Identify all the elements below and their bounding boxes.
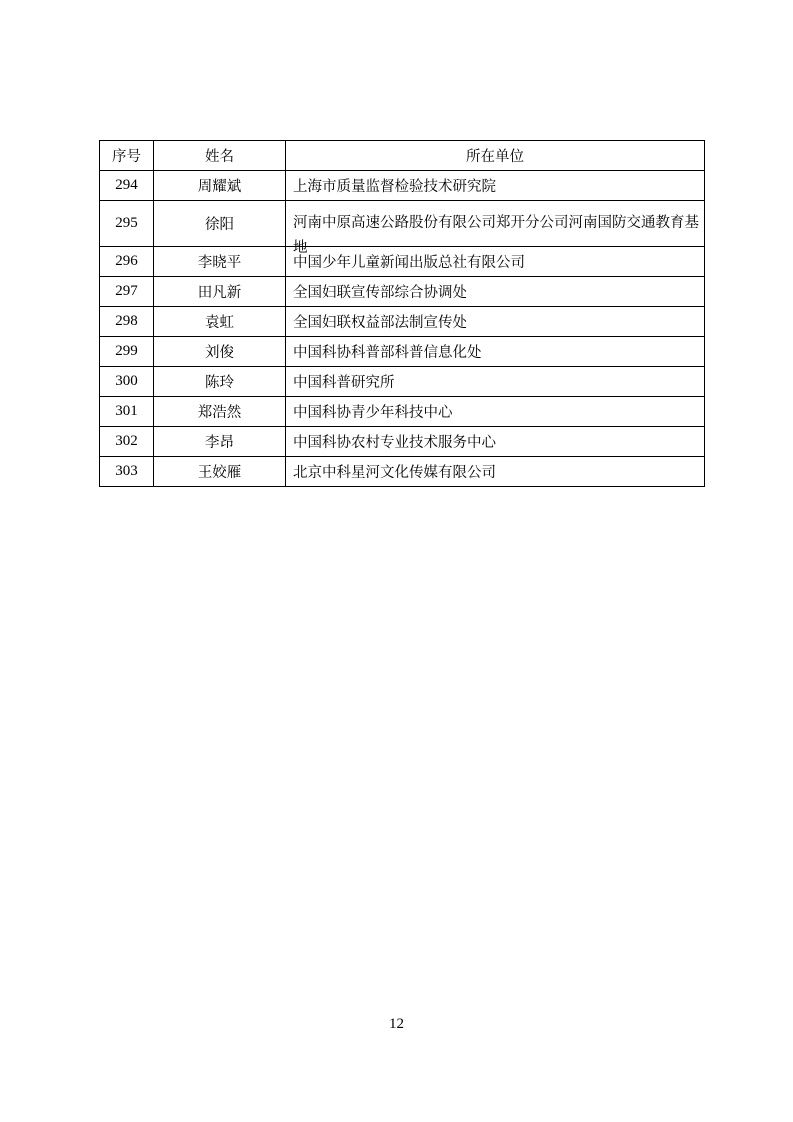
row-index: 302 — [100, 427, 154, 457]
row-unit-text: 河南中原高速公路股份有限公司郑开分公司河南国防交通教育基地 — [293, 214, 699, 256]
row-name: 田凡新 — [154, 277, 286, 307]
table-row — [100, 277, 705, 307]
table-row — [100, 367, 705, 397]
header-name: 姓名 — [154, 141, 286, 171]
row-name: 王姣雁 — [154, 457, 286, 487]
row-unit: 中国科协青少年科技中心 — [286, 397, 705, 427]
header-index: 序号 — [100, 141, 154, 171]
table-row — [100, 201, 705, 247]
row-name: 陈玲 — [154, 367, 286, 397]
row-index: 298 — [100, 307, 154, 337]
table-row — [100, 427, 705, 457]
row-index: 300 — [100, 367, 154, 397]
row-name: 周耀斌 — [154, 171, 286, 201]
table-row — [100, 397, 705, 427]
row-name: 郑浩然 — [154, 397, 286, 427]
row-name: 李晓平 — [154, 247, 286, 277]
row-unit: 全国妇联权益部法制宣传处 — [286, 307, 705, 337]
row-name: 李昂 — [154, 427, 286, 457]
row-unit: 中国科协科普部科普信息化处 — [286, 337, 705, 367]
roster-table — [99, 140, 705, 487]
row-index: 296 — [100, 247, 154, 277]
row-unit — [286, 201, 705, 256]
header-unit: 所在单位 — [286, 141, 705, 171]
row-index: 294 — [100, 171, 154, 201]
row-index: 303 — [100, 457, 154, 487]
table-row — [100, 337, 705, 367]
row-name: 徐阳 — [154, 201, 286, 247]
row-index: 297 — [100, 277, 154, 307]
row-unit: 全国妇联宣传部综合协调处 — [286, 277, 705, 307]
table-row — [100, 307, 705, 337]
table-row — [100, 247, 705, 277]
row-name: 刘俊 — [154, 337, 286, 367]
table-row — [100, 171, 705, 201]
row-unit: 中国科协农村专业技术服务中心 — [286, 427, 705, 457]
row-index: 295 — [100, 201, 154, 247]
table-header-row — [100, 141, 705, 171]
row-unit: 上海市质量监督检验技术研究院 — [286, 171, 705, 201]
row-unit: 中国科普研究所 — [286, 367, 705, 397]
page-number: 12 — [389, 1016, 404, 1032]
row-index: 301 — [100, 397, 154, 427]
table-row — [100, 457, 705, 487]
row-name: 袁虹 — [154, 307, 286, 337]
row-index: 299 — [100, 337, 154, 367]
row-unit: 中国少年儿童新闻出版总社有限公司 — [286, 247, 705, 277]
row-unit: 北京中科星河文化传媒有限公司 — [286, 457, 705, 487]
